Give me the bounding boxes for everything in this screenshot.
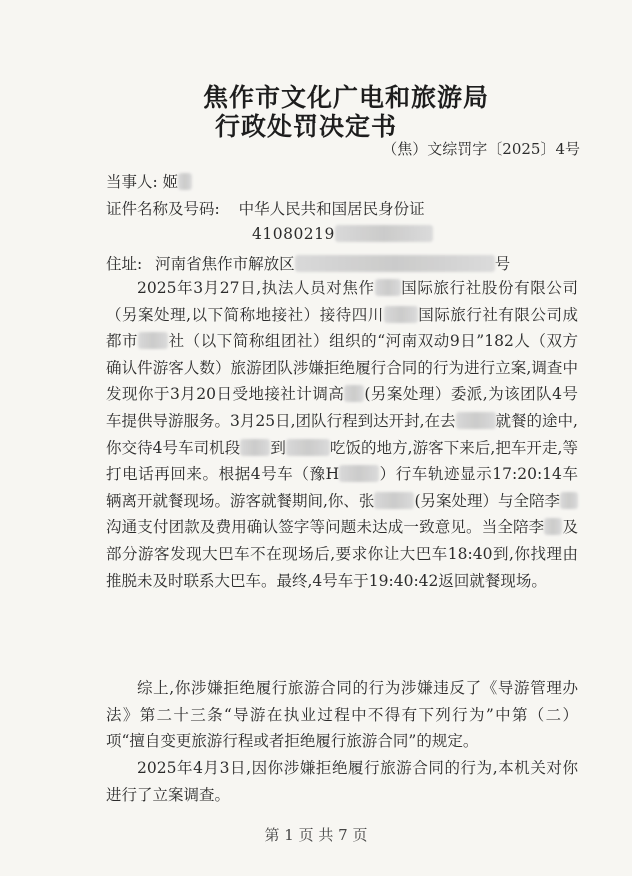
- address-label: 住址:: [106, 255, 143, 273]
- redaction: [335, 225, 433, 242]
- redaction: [138, 332, 168, 349]
- redaction: [344, 385, 364, 402]
- text-span: 及部分游客发现大巴车不在现场后,要求你让大巴车18:40到,你找理由推脱未及时联系大巴车。最终,4号车于19:40:42返回就餐现场。: [106, 518, 578, 590]
- text-span: 吃饭的地方,游客下来后,把车开走,等打电话再回来。根据4号车（豫H: [106, 438, 578, 484]
- document-title: 行政处罚决定书: [214, 112, 397, 141]
- redaction: [560, 492, 578, 509]
- text-span: 到: [270, 438, 286, 457]
- text-span: 国际旅行社股份有限公司（另案处理,以下简称地接社）接待四川: [106, 279, 578, 324]
- text-span: ）行车轨迹显示17:20:14车辆离开就餐现场。游客就餐期间,你、张: [106, 465, 578, 510]
- redaction: [374, 492, 414, 509]
- redaction: [178, 173, 192, 190]
- text-span: 社（以下简称组团社）组织的“河南双动9日”182人（双方确认件游客人数）旅游团队涉嫌拒绝履行合同的行为进行立案,调查中发现你于3月20日受地接社计调高: [106, 332, 578, 404]
- filing-paragraph: 2025年4月3日,因你涉嫌拒绝履行旅游合同的行为,本机关对你进行了立案调查。: [106, 759, 578, 804]
- text-span: 就餐的途中,你交待4号车司机段: [106, 411, 578, 457]
- page-footer: 第 1 页 共 7 页: [264, 826, 368, 844]
- id-label: 证件名称及号码:: [106, 200, 220, 218]
- address-line: [106, 252, 510, 274]
- id-number: 41080219: [252, 225, 335, 243]
- redaction: [295, 255, 495, 272]
- facts-paragraph: [106, 275, 578, 594]
- id-number-line: [252, 225, 433, 243]
- id-type: 中华人民共和国居民身份证: [238, 200, 425, 218]
- party-name-value: 姬: [162, 173, 179, 191]
- redaction: [286, 439, 330, 456]
- text-span: 国际旅行社有限公司成都市: [106, 305, 578, 351]
- text-span: (另案处理）与全陪李: [414, 491, 560, 510]
- id-line: [106, 197, 425, 219]
- conclusion-paragraph: 综上,你涉嫌拒绝履行旅游合同的行为涉嫌违反了《导游管理办法》第二十三条“导游在执业过程中不得有下列行为”中第（二）项“擅自变更旅游行程或者拒绝履行旅游合同”的规定。: [106, 679, 578, 751]
- redaction: [339, 465, 379, 482]
- redaction: [456, 412, 496, 429]
- text-span: (另案处理）委派,为该团队4号车提供导游服务。3月25日,团队行程到达开封,在去: [106, 385, 578, 430]
- address-suffix: 号: [494, 255, 511, 273]
- party-name-label: 当事人:: [106, 173, 158, 191]
- text-span: 2025年3月27日,执法人员对焦作: [137, 279, 375, 297]
- redaction: [375, 279, 401, 296]
- issuing-authority-title: 焦作市文化广电和旅游局: [202, 83, 489, 112]
- redaction: [384, 306, 418, 323]
- document-number: （焦）文综罚字〔2025〕4号: [382, 140, 580, 158]
- text-span: 沟通支付团款及费用确认签字等问题未达成一致意见。当全陪李: [106, 518, 545, 537]
- redaction: [240, 439, 270, 456]
- redaction: [544, 518, 562, 535]
- party-name-line: [106, 170, 192, 192]
- address-text: 河南省焦作市解放区: [155, 255, 295, 273]
